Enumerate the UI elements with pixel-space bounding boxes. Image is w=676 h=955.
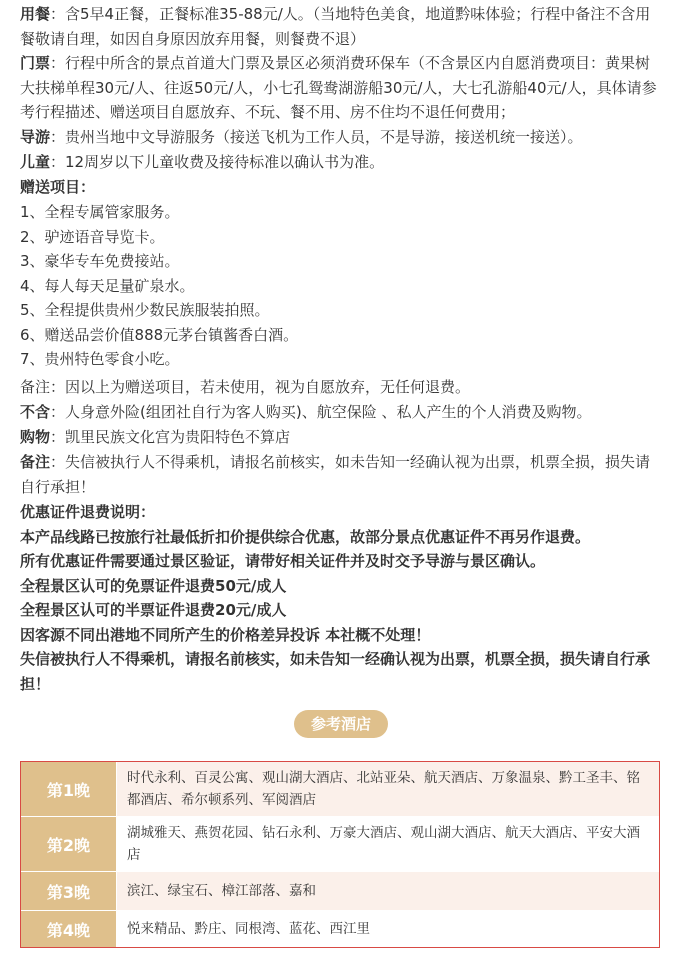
gift-item: 6、赠送品尝价值888元茅台镇酱香白酒。: [20, 325, 299, 344]
discount-line: 全程景区认可的免票证件退费50元/成人: [20, 576, 287, 595]
meals-label: 用餐: [20, 5, 51, 23]
table-row: [21, 817, 659, 872]
hotel-list: 悦来精品、黔庄、同根湾、蓝花、西江里: [117, 911, 659, 947]
children-section: [20, 150, 664, 175]
guide-section: [20, 125, 664, 150]
tickets-section: [20, 51, 664, 125]
remark2-label: 备注: [20, 453, 51, 471]
meals-section: [20, 2, 664, 51]
remark1-label: 备注: [20, 378, 51, 396]
discount-line: 因客源不同出港地不同所产生的价格差异投诉 本社概不处理！: [20, 625, 431, 644]
excluded-label: 不含: [20, 403, 51, 421]
night-label: 第4晚: [21, 911, 117, 947]
remark1-section: [20, 375, 664, 400]
table-row: [21, 911, 659, 947]
gifts-title: 赠送项目：: [20, 178, 96, 196]
night-label: 第2晚: [21, 817, 117, 871]
table-row: [21, 872, 659, 911]
children-text: ：12周岁以下儿童收费及接待标准以确认书为准。: [50, 153, 385, 171]
shopping-label: 购物: [20, 428, 51, 446]
remark2-text: ：失信被执行人不得乘机，请报名前核实，如未告知一经确认视为出票，机票全损，损失请自行承担！: [20, 453, 651, 496]
remark1-text: ：因以上为赠送项目，若未使用，视为自愿放弃，无任何退费。: [50, 378, 471, 396]
discount-line: 全程景区认可的半票证件退费20元/成人: [20, 601, 287, 619]
gift-item: 4、每人每天足量矿泉水。: [20, 276, 195, 295]
children-label: 儿童: [20, 153, 51, 171]
night-label: 第3晚: [21, 872, 117, 910]
shopping-section: [20, 425, 664, 450]
gift-item: 1、全程专属管家服务。: [20, 203, 180, 221]
hotel-table: [20, 761, 660, 948]
hotel-list: 湖城雅天、燕贺花园、钻石永利、万豪大酒店、观山湖大酒店、航天大酒店、平安大酒店: [117, 817, 659, 871]
meals-text: ：含5早4正餐，正餐标准35-88元/人。（当地特色美食，地道黔味体验；行程中备注不含用餐敬请自理，如因自身原因放弃用餐，则餐费不退）: [20, 5, 651, 48]
discount-line: 失信被执行人不得乘机，请报名前核实，如未告知一经确认视为出票，机票全损，损失请自行承担！: [20, 650, 651, 693]
guide-text: ：贵州当地中文导游服务（接送飞机为工作人员，不是导游，接送机统一接送）。: [50, 128, 583, 146]
gift-item: 5、全程提供贵州少数民族服装拍照。: [20, 301, 270, 319]
gift-item: 3、豪华专车免费接站。: [20, 252, 180, 270]
hotel-list: 滨江、绿宝石、樟江部落、嘉和: [117, 872, 659, 910]
discount-line: 所有优惠证件需要通过景区验证，请带好相关证件并及时交予导游与景区确认。: [20, 552, 546, 570]
night-label: 第1晚: [21, 762, 117, 816]
guide-label: 导游: [20, 128, 51, 146]
excluded-section: [20, 400, 664, 425]
reference-hotels-badge: 参考酒店: [294, 710, 388, 738]
hotel-list: 时代永利、百灵公寓、观山湖大酒店、北站亚朵、航天酒店、万象温泉、黔工圣丰、铭都酒店、希尔顿系列、军阅酒店: [117, 762, 659, 816]
tickets-label: 门票: [20, 54, 51, 72]
gift-item: 7、贵州特色零食小吃。: [20, 350, 180, 368]
gift-item: 2、驴迹语音导览卡。: [20, 227, 165, 246]
gifts-list: [20, 200, 664, 372]
remark2-section: [20, 450, 664, 499]
shopping-text: ：凯里民族文化宫为贵阳特色不算店: [50, 428, 291, 446]
discount-title: 优惠证件退费说明：: [20, 503, 156, 521]
tickets-text: ：行程中所含的景点首道大门票及景区必须消费环保车（不含景区内自愿消费项目：黄果树大扶梯单程30元/人、往返50元/人，小七孔鸳鸯湖游船30元/人，大七孔游船40元/人，具体请参考行程描述、赠送项目自愿放弃、不玩、餐不用、房不住均不退任何费用；: [20, 54, 657, 121]
table-row: [21, 762, 659, 817]
discount-section: [20, 500, 664, 696]
discount-line: 本产品线路已按旅行社最低折扣价提供综合优惠，故部分景点优惠证件不再另作退费。: [20, 527, 591, 546]
excluded-text: ：人身意外险(组团社自行为客人购买)、航空保险 、私人产生的个人消费及购物。: [50, 403, 592, 421]
